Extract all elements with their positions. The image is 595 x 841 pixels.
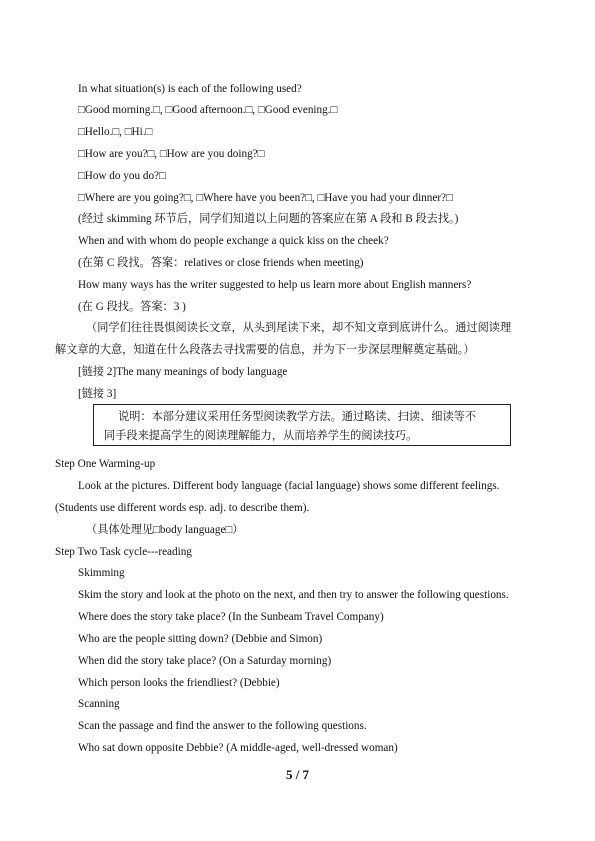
explanation-line-2: 同手段来提高学生的阅读理解能力，从而培养学生的阅读技巧。 (104, 430, 418, 442)
skim-question-2: Who are the people sitting down? (Debbie and Simon) (78, 633, 323, 645)
answer-ways: (在 G 段找。答案：3 ) (78, 301, 186, 313)
skim-question-3: When did the story take place? (On a Saturday morning) (78, 655, 332, 667)
step-two-heading: Step Two Task cycle---reading (55, 546, 192, 558)
commentary-line-1: （同学们往往畏惧阅读长文章，从头到尾读下来，却不知文章到底讲什么。通过阅读理 (86, 322, 512, 334)
skimming-note: (经过 skimming 环节后，同学们知道以上问题的答案应在第 A 段和 B 段去找。) (78, 213, 459, 225)
question-ways: How many ways has the writer suggested to help us learn more about English manners? (78, 279, 472, 291)
greeting-item-3: □How are you?□, □How are you doing?□ (78, 148, 265, 160)
explanation-line-1: 说明：本部分建议采用任务型阅读教学方法。通过略读、扫读、细读等不 (118, 411, 477, 423)
scanning-heading: Scanning (78, 698, 120, 710)
greeting-item-2: □Hello.□, □Hi.□ (78, 126, 153, 138)
skimming-instruction: Skim the story and look at the photo on the next, and then try to answer the following questions. (78, 589, 509, 601)
scan-question-1: Who sat down opposite Debbie? (A middle-aged, well-dressed woman) (78, 742, 398, 754)
answer-kiss: (在第 C 段找。答案：relatives or close friends when meeting) (78, 257, 364, 269)
skim-question-4: Which person looks the friendliest? (Debbie) (78, 677, 280, 689)
scanning-instruction: Scan the passage and find the answer to the following questions. (78, 720, 367, 732)
step-one-heading: Step One Warming-up (55, 458, 156, 470)
greeting-item-1: □Good morning.□, □Good afternoon.□, □Good evening.□ (78, 104, 338, 116)
page-number: 5 / 7 (285, 767, 310, 782)
warmup-instruction-cont: (Students use different words esp. adj. to describe them). (55, 502, 310, 514)
link-3-heading: [链接 3] (78, 388, 117, 400)
commentary-line-2: 解文章的大意，知道在什么段落去寻找需要的信息，并为下一步深层理解奠定基础。） (55, 344, 475, 356)
link-2-heading: [链接 2]The many meanings of body language (78, 366, 288, 378)
question-kiss: When and with whom do people exchange a quick kiss on the cheek? (78, 235, 389, 247)
skimming-heading: Skimming (78, 567, 125, 579)
question-situations: In what situation(s) is each of the following used? (78, 83, 302, 95)
greeting-item-5: □Where are you going?□, □Where have you been?□, □Have you had your dinner?□ (78, 192, 453, 204)
explanation-box (93, 404, 511, 446)
greeting-item-4: □How do you do?□ (78, 170, 166, 182)
warmup-reference: （具体处理见□body language□） (86, 524, 244, 536)
skim-question-1: Where does the story take place? (In the Sunbeam Travel Company) (78, 611, 384, 623)
warmup-instruction: Look at the pictures. Different body language (facial language) shows some different feelings. (78, 480, 500, 492)
